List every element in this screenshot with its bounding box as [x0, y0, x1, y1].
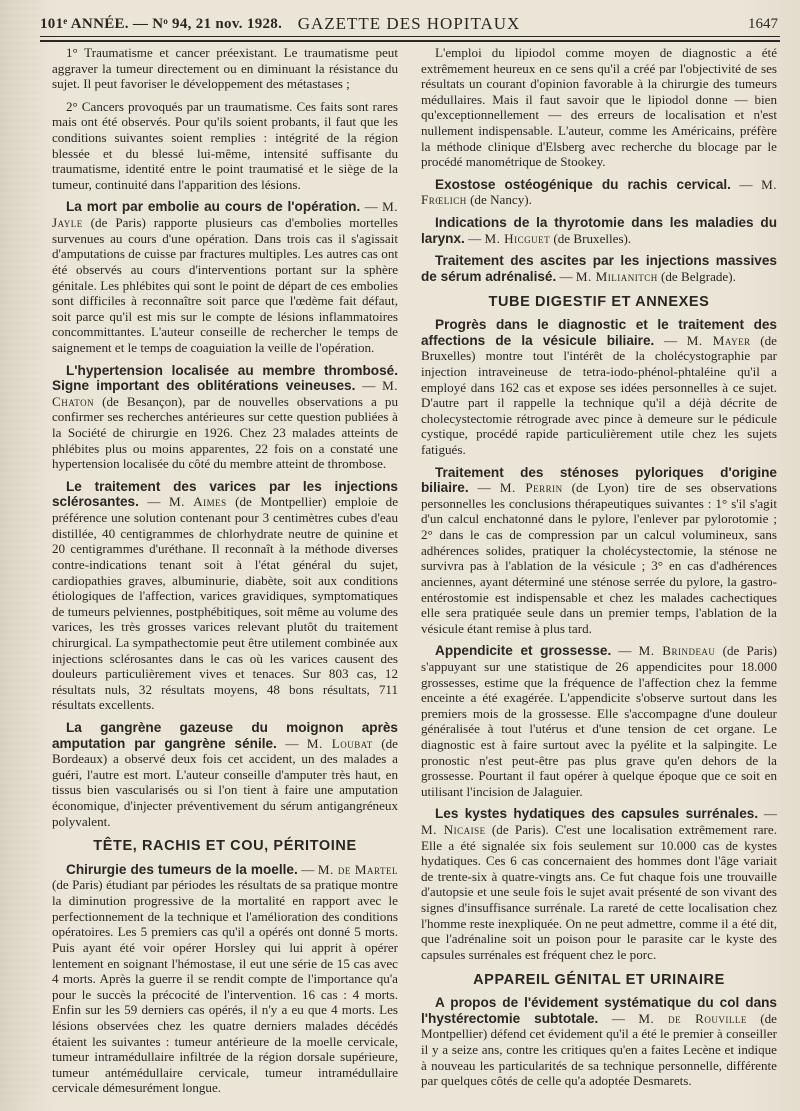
article: A propos de l'évidement systématique du col dans l'hystérectomie subtotale. — M. de Rouville (de Montpellier) défend cet évidement qu'il a été le premier à conseiller il y a seize ans, contre les critiques qu'en a faites Lecène et indique à nouveau les particularités de sa technique personnelle, différente par quelques côtés de celle qu'a adoptée Desmarets. — [421, 995, 777, 1089]
article: Indications de la thyrotomie dans les maladies du larynx. — M. Hicguet (de Bruxelles). — [421, 215, 777, 246]
paragraph: 2° Cancers provoqués par un traumatisme. Ces faits sont rares mais ont été observés. Pour qu'ils soient probants, il faut que les conditions suivantes soient remplies : intégrité de la région blessée et du blessé lui-même, intensité suffisante du traumatisme, identité entre le point traumatisé et le siège de la tumeur, continuité dans l'apparition des lésions. — [52, 98, 398, 192]
article-author: M. Mayer — [686, 332, 751, 348]
article: Exostose ostéogénique du rachis cervical. — M. Frœlich (de Nancy). — [421, 176, 777, 208]
article-author: M. Loubat — [306, 735, 373, 751]
article-heading: A propos de l'évidement systématique du col dans l'hystérectomie subtotale. — [421, 995, 777, 1026]
paragraph: L'emploi du lipiodol comme moyen de diagnostic a été extrêmement heureux en ce sens qu'il a créé par l'objectivité de ses résultats un courant d'opinion favorable à la chirurgie des tumeurs médullaires. Mais il faut savoir que le lipiodol donne — bien qu'exceptionnellement — des erreurs de localisation et n'est nullement indispensable. L'auteur, comme les Américains, préfère la méthode clinique d'Elsberg avec recherche du blocage par le procédé manométrique de Stookey. — [421, 45, 777, 170]
issue-info: 101ᵉ ANNÉE. — Nᵒ 94, 21 nov. 1928. — [40, 16, 283, 32]
article: L'hypertension localisée au membre thrombosé. Signe important des oblitérations veineuses. — M. Chaton (de Besançon), par de nouvelles observations a pu confirmer ses recherches antérieures sur cette question publiées à la Société de chirurgie en 1926. Chez 23 malades atteints de phlébites plus ou moins apparentes, 22 fois on a constaté une hypertension localisée du côté du membre atteint de thrombose. — [52, 362, 399, 472]
article-body: (de Besançon), par de nouvelles observations a pu confirmer ses recherches antérieures sur cette question publiées à la Société de chirurgie en 1926. Chez 23 malades atteints de phlébites plus ou moins apparentes, 22 fois on a constaté une hypertension localisée du côté du membre atteint de thrombose. — [52, 393, 398, 472]
article-body: (de Paris) étudiant par périodes les résultats de sa pratique montre la diminution progressive de la mortalité en rapport avec le perfectionnement de la technique et l'amélioration des conditions opératoires. Les 5 premiers cas qu'il a opérés ont donné 5 morts. Puis ayant été voir opérer Horsley qui lui apprit à opérer lentement en soignant l'hémostase, il eut une série de 15 cas avec 4 morts. Après la guerre il se rendit compte de l'importance qu'a pour le succès la précocité de l'intervention. 16 cas : 4 morts. Enfin sur les 59 derniers cas opérés, il n'y a eu que 4 morts. Les lésions observées chez les quatre derniers malades décédés étaient les suivantes : tumeur antérieure de la moelle cervicale, tumeur intramédullaire infiltrée de la région dorsale supérieure, tumeur antémédullaire cervicale, tumeur intramédullaire cervicale démesurément longue. — [52, 877, 398, 1096]
article-author: M. Nicaise — [421, 822, 486, 838]
header-rule-thin — [40, 36, 780, 37]
article-heading: Traitement des ascites par les injections massives de sérum adrénalisé. — [421, 253, 777, 284]
article-body: (de Belgrade). — [657, 268, 736, 284]
article-author: M. Milianitch — [575, 268, 658, 284]
article: La gangrène gazeuse du moignon après amputation par gangrène sénile. — M. Loubat (de Bordeaux) a observé deux fois cet accident, un des malades a guéri, l'autre est mort. L'auteur conseille d'amputer très haut, en tissus bien vascularisés ou si l'on tient à faire une amputation économique, d'injecter préventivement du sérum antigangréneux polyvalent. — [52, 719, 398, 829]
article-body: (de Montpellier) emploie de préférence une solution contenant pour 3 centimètres cubes d'eau distillée, 40 centigrammes de chlorhydrate neutre de quinine et 20 centigrammes d'uréthane. Il reconnaît à la méthode diverses contre-indications tenant soit à l'état général du sujet, cardiopathies graves, albuminurie, diabète, soit aux conditions étiologiques de l'affection, varices gravidiques, symptomatiques de tumeurs pelviennes, postphébitiques, soit même au volume des varices, les très grosses varices relevant plutôt du traitement chirurgical. La sympathectomie peut être utilement combinée aux injections sclérosantes dans le cas où les varices causent des douleurs particulièrement vives et tenaces. Sur 803 cas, 12 résultats nuls, 32 résultats moyens, 48 bons résultats, 711 résultats excellents. — [52, 494, 399, 713]
article: La mort par embolie au cours de l'opération. — M. Jayle (de Paris) rapporte plusieurs cas d'embolies mortelles survenues au cours d'une opération. Dans trois cas il s'agissait d'amputations de cuisse par fractures multiples. Les autres cas ont été observés au cours d'interventions portant sur la sphère génitale. Les phlébites qui sont le point de départ de ces embolies sont difficiles à reconnaître soit parce que l'œdème fait défaut, soit parce qu'il est mis sur le compte de lésions inflammatoires concommittantes. L'auteur conseille de rechercher le temps de saignement et le temps de coaguiation la veille de l'opération. — [52, 199, 399, 355]
article-body: (de Bruxelles). — [550, 230, 632, 246]
article-heading: Progrès dans le diagnostic et le traitement des affections de la vésicule biliaire. — [421, 317, 777, 348]
paragraph: 1° Traumatisme et cancer préexistant. Le traumatisme peut aggraver la tumeur directement ou en diminuant la résistance du sujet. Il peut favoriser le développement des métastases ; — [52, 45, 398, 92]
article-author: M. de Martel — [317, 861, 398, 877]
article: Chirurgie des tumeurs de la moelle. — M. de Martel (de Paris) étudiant par périodes les résultats de sa pratique montre la diminution progressive de la mortalité en rapport avec le perfectionnement de la technique et l'amélioration des conditions opératoires. Les 5 premiers cas qu'il a opérés ont donné 5 morts. Puis ayant été voir opérer Horsley qui lui apprit à opérer lentement en soignant l'hémostase, il eut une série de 15 cas avec 4 morts. Après la guerre il se rendit compte de l'importance qu'a pour le succès la précocité de l'intervention. 16 cas : 4 morts. Enfin sur les 59 derniers cas opérés, il n'y a eu que 4 morts. Les lésions observées chez les quatre derniers malades décédés étaient les suivantes : tumeur antérieure de la moelle cervicale, tumeur intramédullaire infiltrée de la région dorsale supérieure, tumeur antémédullaire cervicale, tumeur intramédullaire cervicale démesurément longue. — [52, 861, 398, 1096]
section-heading: TÊTE, RACHIS ET COU, PÉRITOINE — [93, 838, 357, 855]
journal-title: GAZETTE DES HOPITAUX — [297, 14, 521, 33]
article-body: (de Bordeaux) a observé deux fois cet accident, un des malades a guéri, l'autre est mort. L'auteur conseille d'amputer très haut, en tissus bien vascularisés ou si l'on tient à faire une amputation économique, d'injecter préventivement du sérum antigangréneux polyvalent. — [52, 735, 398, 829]
page-header — [40, 10, 778, 36]
article-body: (de Montpellier) défend cet évidement qu'il a été le premier à conseiller il y a seize ans, contre les critiques qu'en a faites Lecène et indique à nouveau les particularités de sa technique personnelle, différente par quelques côtés de celle qu'a adoptée Desmarets. — [421, 1010, 777, 1089]
right-column — [421, 45, 777, 1089]
article-heading: La gangrène gazeuse du moignon après amputation par gangrène sénile. — [52, 719, 398, 751]
article-author: M. Perrin — [499, 480, 563, 496]
page-edge-shadow — [0, 0, 40, 1100]
article-author: M. Aimes — [168, 494, 227, 510]
article: Traitement des ascites par les injections massives de sérum adrénalisé. — M. Milianitch (de Belgrade). — [421, 253, 777, 284]
article: Progrès dans le diagnostic et le traitement des affections de la vésicule biliaire. — M. Mayer (de Bruxelles) montre tout l'intérêt de la cholécystographie par injection intraveineuse de tetra-iodo-phénol-phtaléine qu'il a employé dans 162 cas et expose ses idées personnelles à ce sujet. D'autre part il rappelle la technique qu'il a déjà décrite de cholecystectomie rétrograde avec pince à demeure sur le pédicule cystique, procédé rapide particulièrement utile chez les sujets fatigués. — [421, 317, 777, 458]
page-number: 1647 — [748, 16, 778, 32]
article-body: (de Paris). C'est une localisation extrêmement rare. Elle a été signalée six fois seulement sur 10.000 cas de kystes hydatiques. Ces 6 cas concernaient des hommes dont l'âge variait de trente-six à quatre-vingts ans. Ce fut chaque fois une trouvaille d'autopsie et une seule fois le sujet avait présenté de son vivant des signes d'insuffisance surrénale. La rareté de cette localisation chez l'homme reste inexpliquée. On ne peut admettre, comme il a été dit, que l'adrénaline soit un poison pour le parasite car le kyste des capsules surrénales est fréquent chez le porc. — [421, 822, 777, 962]
article-heading: Chirurgie des tumeurs de la moelle. — [66, 861, 298, 877]
article-author: M. Frœlich — [421, 176, 777, 208]
article-heading: Exostose ostéogénique du rachis cervical. — [435, 176, 731, 192]
article: Le traitement des varices par les injections sclérosantes. — M. Aimes (de Montpellier) emploie de préférence une solution contenant pour 3 centimètres cubes d'eau distillée, 40 centigrammes de chlorhydrate neutre de quinine et 20 centigrammes d'uréthane. Il reconnaît à la méthode diverses contre-indications tenant soit à l'état général du sujet, cardiopathies graves, albuminurie, diabète, soit aux conditions étiologiques de l'affection, varices gravidiques, symptomatiques de tumeurs pelviennes, postphébitiques, soit même au volume des varices, les très grosses varices relevant plutôt du traitement chirurgical. La sympathectomie peut être utilement combinée aux injections sclérosantes dans le cas où les varices causent des douleurs particulièrement vives et tenaces. Sur 803 cas, 12 résultats nuls, 32 résultats moyens, 48 bons résultats, 711 résultats excellents. — [52, 478, 399, 713]
article-heading: Traitement des sténoses pyloriques d'origine biliaire. — [421, 464, 777, 496]
article-body: (de Lyon) tire de ses observations personnelles les conclusions thérapeutiques suivantes : 1° s'il s'agit d'un calcul enchatonné dans le pylore, l'enlever par pylorotomie ; 2° dans le cas de compression par un calcul volumineux, sans adhérences solides, pratiquer la cholécystectomie, la sténose ne survivra pas à l'ablation de la vésicule ; 3° en cas d'adhérences anciennes, ayant déterminé une sténose serrée du pylore, la gastro-entérostomie est indispensable et chez les malades cachectiques elle sera pratiquée seule dans un premier temps, l'ablation de la vésicule étant remise à plus tard. — [421, 480, 777, 636]
article: Appendicite et grossesse. — M. Brindeau (de Paris) s'appuyant sur une statistique de 26 appendicites pour 18.000 grossesses, estime que la fréquence de l'affection chez la femme enceinte a été exagérée. L'appendicite s'observe surtout dans les premiers mois de la grossesse. Elle s'accompagne d'une douleur généralisée à tout l'utérus et d'une tension de cet organe. Le diagnostic est à faire surtout avec la pyélite et la salpingite. Le pronostic n'est peut-être pas plus grave qu'en dehors de la grossesse. Pourtant il faut opérer à quelque époque que ce soit en utilisant l'incision de Jalaguier. — [421, 643, 778, 799]
article-body: (de Paris) s'appuyant sur une statistique de 26 appendicites pour 18.000 grossesses, estime que la fréquence de l'affection chez la femme enceinte a été exagérée. L'appendicite s'observe surtout dans les premiers mois de la grossesse. Elle s'accompagne d'une douleur généralisée à tout l'utérus et d'une tension de cet organe. Le diagnostic est à faire surtout avec la pyélite et la salpingite. Le pronostic n'est peut-être pas plus grave qu'en dehors de la grossesse. Pourtant il faut opérer à quelque époque que ce soit en utilisant l'incision de Jalaguier. — [421, 643, 778, 799]
article-heading: Le traitement des varices par les injections sclérosantes. — [52, 478, 398, 510]
header-rule-thick — [40, 40, 780, 42]
article-author: M. Hicguet — [484, 230, 551, 246]
article-author: M. Chaton — [52, 378, 399, 409]
article-heading: Appendicite et grossesse. — [435, 643, 612, 659]
article-author: M. de Rouville — [638, 1010, 747, 1026]
article-heading: L'hypertension localisée au membre thrombosé. Signe important des oblitérations veineuses. — [52, 362, 398, 394]
article-heading: Indications de la thyrotomie dans les maladies du larynx. — [421, 215, 777, 246]
left-column — [52, 45, 398, 1096]
article-body: (de Paris) rapporte plusieurs cas d'embolies mortelles survenues au cours d'une opération. Dans trois cas il s'agissait d'amputations de cuisse par fractures multiples. Les autres cas ont été observés au cours d'interventions portant sur la sphère génitale. Les phlébites qui sont le point de départ de ces embolies sont difficiles à reconnaître soit parce que l'œdème fait défaut, soit parce qu'il est mis sur le compte de lésions inflammatoires concommittantes. L'auteur conseille de rechercher le temps de saignement et le temps de coaguiation la veille de l'opération. — [52, 215, 398, 355]
article-body: (de Nancy). — [466, 192, 532, 208]
section-heading: TUBE DIGESTIF ET ANNEXES — [488, 293, 710, 310]
article-author: M. Brindeau — [638, 643, 716, 659]
article-author: M. Jayle — [52, 199, 399, 231]
section-heading: APPAREIL GÉNITAL ET URINAIRE — [473, 971, 725, 988]
article: Les kystes hydatiques des capsules surrénales. — M. Nicaise (de Paris). C'est une localisation extrêmement rare. Elle a été signalée six fois seulement sur 10.000 cas de kystes hydatiques. Ces 6 cas concernaient des hommes dont l'âge variait de trente-six à quatre-vingts ans. Ce fut chaque fois une trouvaille d'autopsie et une seule fois le sujet avait présenté de son vivant des signes d'insuffisance surrénale. La rareté de cette localisation chez l'homme reste inexpliquée. On ne peut admettre, comme il a été dit, que l'adrénaline soit un poison pour le parasite car le kyste des capsules surrénales est fréquent chez le porc. — [421, 806, 778, 962]
article-heading: La mort par embolie au cours de l'opération. — [66, 199, 361, 215]
article: Traitement des sténoses pyloriques d'origine biliaire. — M. Perrin (de Lyon) tire de ses observations personnelles les conclusions thérapeutiques suivantes : 1° s'il s'agit d'un calcul enchatonné dans le pylore, l'enlever par pylorotomie ; 2° dans le cas de compression par un calcul volumineux, sans adhérences solides, pratiquer la cholécystectomie, la sténose ne survivra pas à l'ablation de la vésicule ; 3° en cas d'adhérences anciennes, ayant déterminé une sténose serrée du pylore, la gastro-entérostomie est indispensable et chez les malades cachectiques elle sera pratiquée seule dans un premier temps, l'ablation de la vésicule étant remise à plus tard. — [421, 464, 777, 636]
article-heading: Les kystes hydatiques des capsules surrénales. — [435, 806, 759, 822]
article-body: (de Bruxelles) montre tout l'intérêt de la cholécystographie par injection intraveineuse de tetra-iodo-phénol-phtaléine qu'il a employé dans 162 cas et expose ses idées personnelles à ce sujet. D'autre part il rappelle la technique qu'il a déjà décrite de cholecystectomie rétrograde avec pince à demeure sur le pédicule cystique, procédé rapide particulièrement utile chez les sujets fatigués. — [421, 332, 777, 458]
